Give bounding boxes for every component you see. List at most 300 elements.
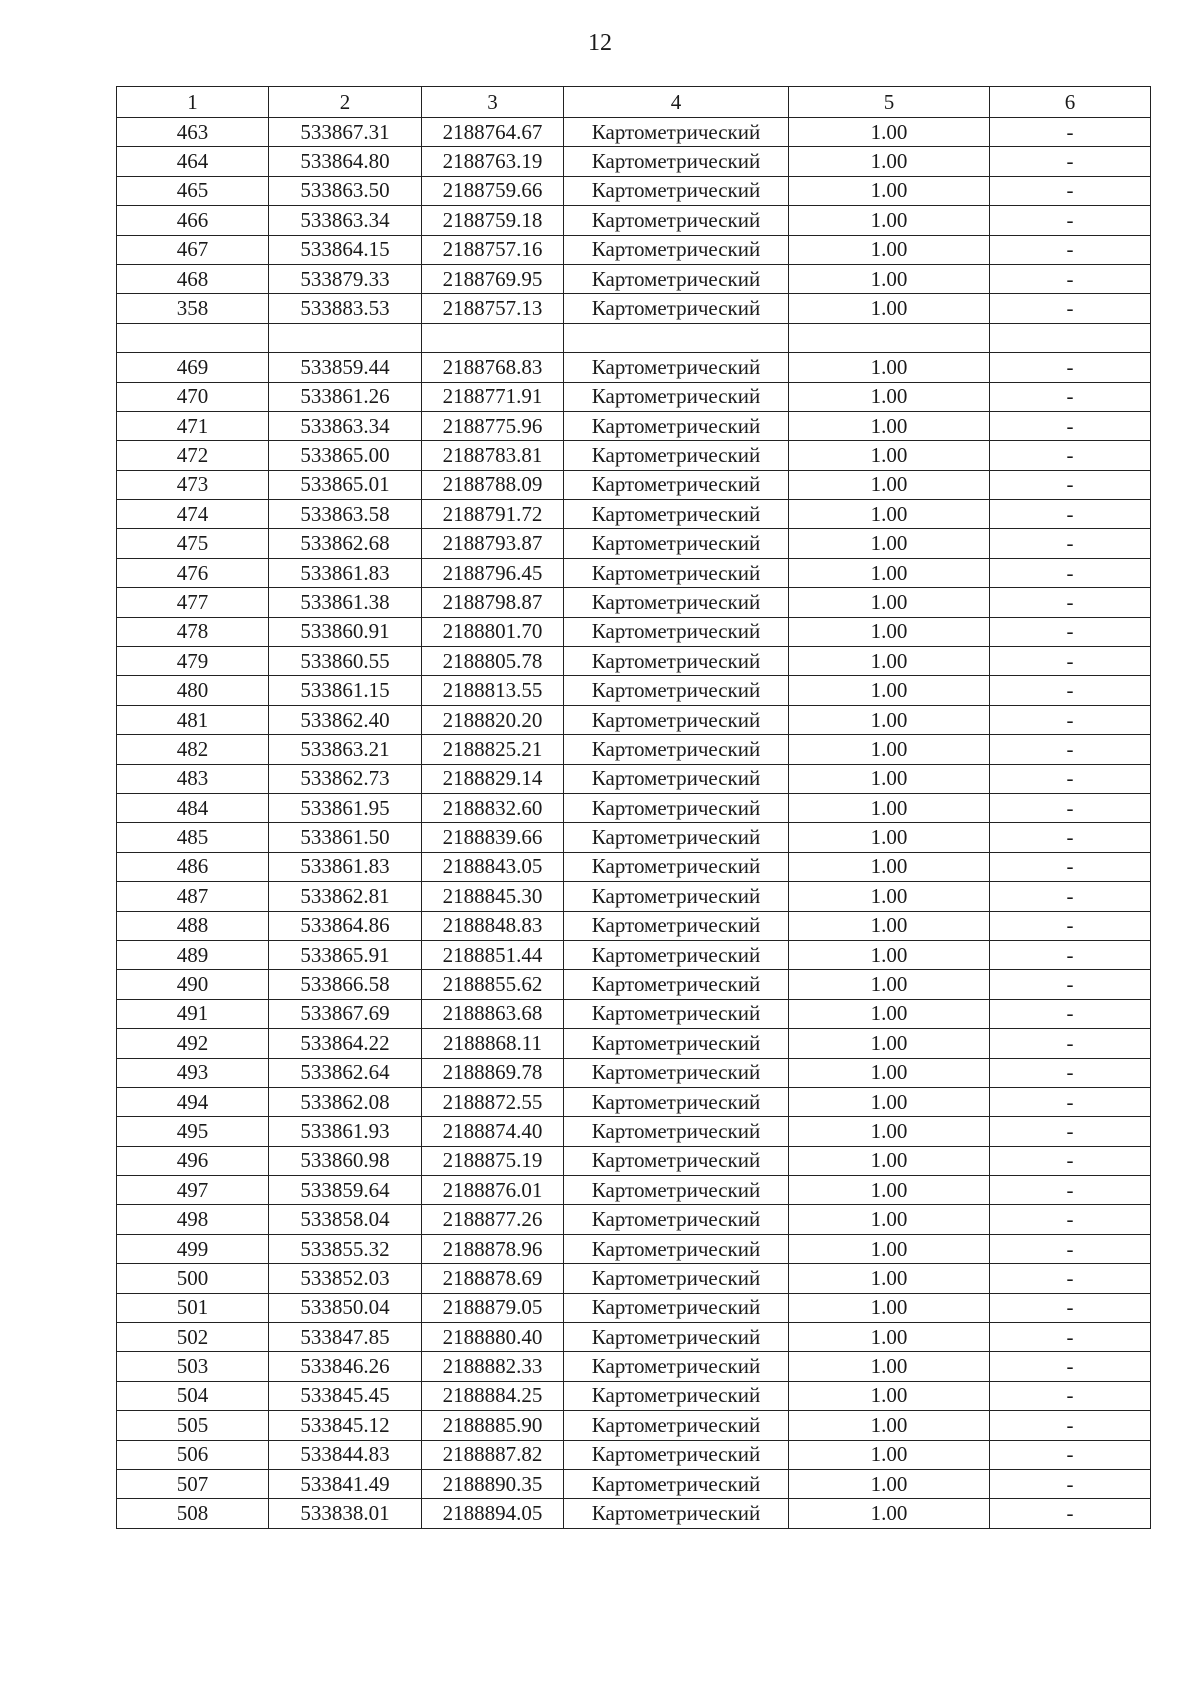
method-cell: Картометрический (564, 647, 789, 676)
table-row (117, 1411, 1151, 1440)
method-cell: Картометрический (564, 1469, 789, 1498)
method-cell: Картометрический (564, 911, 789, 940)
x-coordinate-cell: 533852.03 (269, 1264, 422, 1293)
y-coordinate-cell: 2188868.11 (422, 1029, 564, 1058)
point-number-cell: 503 (117, 1352, 269, 1381)
x-coordinate-cell: 533879.33 (269, 264, 422, 293)
description-cell: - (990, 1205, 1151, 1234)
description-cell: - (990, 294, 1151, 323)
method-cell: Картометрический (564, 382, 789, 411)
y-coordinate-cell: 2188843.05 (422, 852, 564, 881)
y-coordinate-cell: 2188775.96 (422, 411, 564, 440)
accuracy-cell: 1.00 (789, 1411, 990, 1440)
accuracy-cell: 1.00 (789, 940, 990, 969)
x-coordinate-cell: 533858.04 (269, 1205, 422, 1234)
method-cell: Картометрический (564, 1176, 789, 1205)
table-row (117, 500, 1151, 529)
accuracy-cell: 1.00 (789, 1293, 990, 1322)
table-row (117, 206, 1151, 235)
x-coordinate-cell (269, 323, 422, 352)
y-coordinate-cell: 2188759.18 (422, 206, 564, 235)
y-coordinate-cell: 2188796.45 (422, 558, 564, 587)
method-cell: Картометрический (564, 1411, 789, 1440)
point-number-cell: 491 (117, 999, 269, 1028)
table-row (117, 1293, 1151, 1322)
description-cell: - (990, 411, 1151, 440)
method-cell: Картометрический (564, 705, 789, 734)
point-number-cell: 494 (117, 1087, 269, 1116)
method-cell: Картометрический (564, 235, 789, 264)
x-coordinate-cell: 533865.00 (269, 441, 422, 470)
point-number-cell: 472 (117, 441, 269, 470)
table-row (117, 1381, 1151, 1410)
method-cell: Картометрический (564, 970, 789, 999)
y-coordinate-cell: 2188872.55 (422, 1087, 564, 1116)
y-coordinate-cell: 2188832.60 (422, 793, 564, 822)
accuracy-cell: 1.00 (789, 1323, 990, 1352)
method-cell: Картометрический (564, 617, 789, 646)
table-row (117, 294, 1151, 323)
method-cell: Картометрический (564, 1146, 789, 1175)
method-cell: Картометрический (564, 882, 789, 911)
point-number-cell: 477 (117, 588, 269, 617)
x-coordinate-cell: 533861.26 (269, 382, 422, 411)
description-cell: - (990, 1293, 1151, 1322)
table-row (117, 1146, 1151, 1175)
y-coordinate-cell: 2188887.82 (422, 1440, 564, 1469)
y-coordinate-cell: 2188829.14 (422, 764, 564, 793)
description-cell: - (990, 353, 1151, 382)
description-cell: - (990, 911, 1151, 940)
column-header: 3 (422, 87, 564, 118)
y-coordinate-cell: 2188825.21 (422, 735, 564, 764)
description-cell: - (990, 1087, 1151, 1116)
point-number-cell: 463 (117, 118, 269, 147)
x-coordinate-cell: 533863.21 (269, 735, 422, 764)
accuracy-cell: 1.00 (789, 1117, 990, 1146)
point-number-cell: 358 (117, 294, 269, 323)
table-row (117, 882, 1151, 911)
description-cell: - (990, 676, 1151, 705)
x-coordinate-cell: 533864.86 (269, 911, 422, 940)
x-coordinate-cell: 533861.83 (269, 852, 422, 881)
y-coordinate-cell: 2188791.72 (422, 500, 564, 529)
y-coordinate-cell: 2188813.55 (422, 676, 564, 705)
method-cell: Картометрический (564, 411, 789, 440)
accuracy-cell: 1.00 (789, 529, 990, 558)
point-number-cell: 486 (117, 852, 269, 881)
x-coordinate-cell: 533864.15 (269, 235, 422, 264)
accuracy-cell: 1.00 (789, 705, 990, 734)
accuracy-cell: 1.00 (789, 1352, 990, 1381)
table-row (117, 147, 1151, 176)
column-header: 1 (117, 87, 269, 118)
method-cell: Картометрический (564, 764, 789, 793)
accuracy-cell: 1.00 (789, 1381, 990, 1410)
accuracy-cell: 1.00 (789, 1234, 990, 1263)
x-coordinate-cell: 533863.50 (269, 176, 422, 205)
point-number-cell: 502 (117, 1323, 269, 1352)
point-number-cell: 504 (117, 1381, 269, 1410)
accuracy-cell: 1.00 (789, 793, 990, 822)
y-coordinate-cell: 2188890.35 (422, 1469, 564, 1498)
x-coordinate-cell: 533845.45 (269, 1381, 422, 1410)
point-number-cell: 485 (117, 823, 269, 852)
y-coordinate-cell: 2188882.33 (422, 1352, 564, 1381)
method-cell: Картометрический (564, 1499, 789, 1528)
method-cell: Картометрический (564, 999, 789, 1028)
table-row (117, 558, 1151, 587)
x-coordinate-cell: 533850.04 (269, 1293, 422, 1322)
x-coordinate-cell: 533860.91 (269, 617, 422, 646)
table-row (117, 1029, 1151, 1058)
accuracy-cell: 1.00 (789, 118, 990, 147)
point-number-cell: 471 (117, 411, 269, 440)
accuracy-cell: 1.00 (789, 970, 990, 999)
method-cell: Картометрический (564, 735, 789, 764)
table-row (117, 441, 1151, 470)
accuracy-cell: 1.00 (789, 1029, 990, 1058)
x-coordinate-cell: 533855.32 (269, 1234, 422, 1263)
description-cell: - (990, 852, 1151, 881)
point-number-cell (117, 323, 269, 352)
table-row (117, 764, 1151, 793)
x-coordinate-cell: 533841.49 (269, 1469, 422, 1498)
y-coordinate-cell: 2188851.44 (422, 940, 564, 969)
accuracy-cell: 1.00 (789, 1440, 990, 1469)
description-cell: - (990, 1176, 1151, 1205)
accuracy-cell: 1.00 (789, 647, 990, 676)
y-coordinate-cell: 2188768.83 (422, 353, 564, 382)
x-coordinate-cell: 533862.73 (269, 764, 422, 793)
method-cell (564, 323, 789, 352)
point-number-cell: 492 (117, 1029, 269, 1058)
y-coordinate-cell: 2188820.20 (422, 705, 564, 734)
coordinates-table (116, 86, 1151, 1529)
accuracy-cell: 1.00 (789, 470, 990, 499)
point-number-cell: 500 (117, 1264, 269, 1293)
description-cell: - (990, 1469, 1151, 1498)
y-coordinate-cell: 2188845.30 (422, 882, 564, 911)
table-row (117, 1117, 1151, 1146)
table-row (117, 1264, 1151, 1293)
table-row (117, 264, 1151, 293)
point-number-cell: 466 (117, 206, 269, 235)
y-coordinate-cell: 2188769.95 (422, 264, 564, 293)
table-row (117, 1205, 1151, 1234)
table-row (117, 911, 1151, 940)
table-row (117, 529, 1151, 558)
x-coordinate-cell: 533862.81 (269, 882, 422, 911)
x-coordinate-cell: 533863.58 (269, 500, 422, 529)
table-row (117, 823, 1151, 852)
description-cell: - (990, 970, 1151, 999)
table-row (117, 470, 1151, 499)
point-number-cell: 498 (117, 1205, 269, 1234)
accuracy-cell: 1.00 (789, 999, 990, 1028)
accuracy-cell: 1.00 (789, 441, 990, 470)
description-cell: - (990, 264, 1151, 293)
accuracy-cell: 1.00 (789, 823, 990, 852)
y-coordinate-cell: 2188884.25 (422, 1381, 564, 1410)
description-cell: - (990, 470, 1151, 499)
x-coordinate-cell: 533860.98 (269, 1146, 422, 1175)
y-coordinate-cell: 2188788.09 (422, 470, 564, 499)
y-coordinate-cell: 2188863.68 (422, 999, 564, 1028)
description-cell: - (990, 147, 1151, 176)
accuracy-cell: 1.00 (789, 147, 990, 176)
accuracy-cell: 1.00 (789, 1176, 990, 1205)
x-coordinate-cell: 533883.53 (269, 294, 422, 323)
method-cell: Картометрический (564, 823, 789, 852)
table-row (117, 323, 1151, 352)
x-coordinate-cell: 533865.91 (269, 940, 422, 969)
x-coordinate-cell: 533861.15 (269, 676, 422, 705)
y-coordinate-cell: 2188757.13 (422, 294, 564, 323)
method-cell: Картометрический (564, 470, 789, 499)
table-row (117, 382, 1151, 411)
point-number-cell: 465 (117, 176, 269, 205)
point-number-cell: 505 (117, 1411, 269, 1440)
method-cell: Картометрический (564, 1352, 789, 1381)
table-row (117, 411, 1151, 440)
y-coordinate-cell: 2188801.70 (422, 617, 564, 646)
accuracy-cell (789, 323, 990, 352)
y-coordinate-cell: 2188879.05 (422, 1293, 564, 1322)
description-cell: - (990, 206, 1151, 235)
description-cell: - (990, 1411, 1151, 1440)
description-cell: - (990, 1117, 1151, 1146)
y-coordinate-cell: 2188805.78 (422, 647, 564, 676)
description-cell: - (990, 1058, 1151, 1087)
point-number-cell: 474 (117, 500, 269, 529)
point-number-cell: 481 (117, 705, 269, 734)
description-cell: - (990, 999, 1151, 1028)
column-header: 4 (564, 87, 789, 118)
description-cell: - (990, 735, 1151, 764)
point-number-cell: 487 (117, 882, 269, 911)
method-cell: Картометрический (564, 1029, 789, 1058)
x-coordinate-cell: 533861.38 (269, 588, 422, 617)
accuracy-cell: 1.00 (789, 735, 990, 764)
method-cell: Картометрический (564, 588, 789, 617)
description-cell: - (990, 382, 1151, 411)
y-coordinate-cell: 2188869.78 (422, 1058, 564, 1087)
x-coordinate-cell: 533867.31 (269, 118, 422, 147)
table-row (117, 235, 1151, 264)
point-number-cell: 480 (117, 676, 269, 705)
method-cell: Картометрический (564, 529, 789, 558)
x-coordinate-cell: 533867.69 (269, 999, 422, 1028)
x-coordinate-cell: 533861.50 (269, 823, 422, 852)
point-number-cell: 483 (117, 764, 269, 793)
table-row (117, 1352, 1151, 1381)
x-coordinate-cell: 533861.83 (269, 558, 422, 587)
table-row (117, 970, 1151, 999)
description-cell: - (990, 705, 1151, 734)
method-cell: Картометрический (564, 176, 789, 205)
description-cell: - (990, 823, 1151, 852)
x-coordinate-cell: 533861.95 (269, 793, 422, 822)
point-number-cell: 479 (117, 647, 269, 676)
method-cell: Картометрический (564, 1234, 789, 1263)
accuracy-cell: 1.00 (789, 1469, 990, 1498)
y-coordinate-cell: 2188875.19 (422, 1146, 564, 1175)
table-row (117, 1058, 1151, 1087)
accuracy-cell: 1.00 (789, 1499, 990, 1528)
method-cell: Картометрический (564, 1323, 789, 1352)
point-number-cell: 468 (117, 264, 269, 293)
accuracy-cell: 1.00 (789, 617, 990, 646)
method-cell: Картометрический (564, 118, 789, 147)
point-number-cell: 506 (117, 1440, 269, 1469)
description-cell: - (990, 118, 1151, 147)
accuracy-cell: 1.00 (789, 500, 990, 529)
accuracy-cell: 1.00 (789, 676, 990, 705)
method-cell: Картометрический (564, 1293, 789, 1322)
description-cell: - (990, 1029, 1151, 1058)
point-number-cell: 476 (117, 558, 269, 587)
table-row (117, 852, 1151, 881)
description-cell: - (990, 1234, 1151, 1263)
accuracy-cell: 1.00 (789, 206, 990, 235)
method-cell: Картометрический (564, 294, 789, 323)
accuracy-cell: 1.00 (789, 411, 990, 440)
y-coordinate-cell: 2188874.40 (422, 1117, 564, 1146)
x-coordinate-cell: 533860.55 (269, 647, 422, 676)
table-header (117, 87, 1151, 118)
accuracy-cell: 1.00 (789, 294, 990, 323)
x-coordinate-cell: 533862.40 (269, 705, 422, 734)
description-cell: - (990, 1146, 1151, 1175)
description-cell: - (990, 647, 1151, 676)
y-coordinate-cell: 2188855.62 (422, 970, 564, 999)
point-number-cell: 508 (117, 1499, 269, 1528)
description-cell: - (990, 882, 1151, 911)
accuracy-cell: 1.00 (789, 176, 990, 205)
accuracy-cell: 1.00 (789, 882, 990, 911)
y-coordinate-cell: 2188877.26 (422, 1205, 564, 1234)
method-cell: Картометрический (564, 793, 789, 822)
point-number-cell: 469 (117, 353, 269, 382)
accuracy-cell: 1.00 (789, 558, 990, 587)
y-coordinate-cell: 2188793.87 (422, 529, 564, 558)
accuracy-cell: 1.00 (789, 764, 990, 793)
point-number-cell: 499 (117, 1234, 269, 1263)
table-row (117, 793, 1151, 822)
page-number: 12 (588, 30, 612, 56)
table-row (117, 1234, 1151, 1263)
description-cell: - (990, 1499, 1151, 1528)
table-row (117, 176, 1151, 205)
x-coordinate-cell: 533865.01 (269, 470, 422, 499)
point-number-cell: 501 (117, 1293, 269, 1322)
description-cell: - (990, 500, 1151, 529)
point-number-cell: 497 (117, 1176, 269, 1205)
description-cell: - (990, 940, 1151, 969)
description-cell: - (990, 1381, 1151, 1410)
x-coordinate-cell: 533864.22 (269, 1029, 422, 1058)
point-number-cell: 470 (117, 382, 269, 411)
table-row (117, 676, 1151, 705)
table-row (117, 588, 1151, 617)
y-coordinate-cell: 2188764.67 (422, 118, 564, 147)
description-cell: - (990, 441, 1151, 470)
table-row (117, 617, 1151, 646)
point-number-cell: 475 (117, 529, 269, 558)
method-cell: Картометрический (564, 852, 789, 881)
accuracy-cell: 1.00 (789, 588, 990, 617)
point-number-cell: 495 (117, 1117, 269, 1146)
y-coordinate-cell: 2188885.90 (422, 1411, 564, 1440)
column-header: 5 (789, 87, 990, 118)
description-cell: - (990, 529, 1151, 558)
description-cell: - (990, 1352, 1151, 1381)
method-cell: Картометрический (564, 353, 789, 382)
point-number-cell: 473 (117, 470, 269, 499)
y-coordinate-cell: 2188880.40 (422, 1323, 564, 1352)
table-row (117, 999, 1151, 1028)
point-number-cell: 482 (117, 735, 269, 764)
method-cell: Картометрический (564, 1381, 789, 1410)
accuracy-cell: 1.00 (789, 353, 990, 382)
accuracy-cell: 1.00 (789, 911, 990, 940)
accuracy-cell: 1.00 (789, 235, 990, 264)
accuracy-cell: 1.00 (789, 1205, 990, 1234)
method-cell: Картометрический (564, 441, 789, 470)
x-coordinate-cell: 533861.93 (269, 1117, 422, 1146)
description-cell (990, 323, 1151, 352)
description-cell: - (990, 558, 1151, 587)
y-coordinate-cell: 2188848.83 (422, 911, 564, 940)
point-number-cell: 496 (117, 1146, 269, 1175)
table-row (117, 1499, 1151, 1528)
accuracy-cell: 1.00 (789, 1087, 990, 1116)
table-row (117, 647, 1151, 676)
description-cell: - (990, 1440, 1151, 1469)
point-number-cell: 489 (117, 940, 269, 969)
x-coordinate-cell: 533847.85 (269, 1323, 422, 1352)
method-cell: Картометрический (564, 1264, 789, 1293)
table-body (117, 118, 1151, 1529)
table-row (117, 353, 1151, 382)
y-coordinate-cell: 2188798.87 (422, 588, 564, 617)
table-row (117, 1087, 1151, 1116)
x-coordinate-cell: 533862.68 (269, 529, 422, 558)
x-coordinate-cell: 533859.64 (269, 1176, 422, 1205)
table-row (117, 118, 1151, 147)
point-number-cell: 488 (117, 911, 269, 940)
x-coordinate-cell: 533864.80 (269, 147, 422, 176)
y-coordinate-cell: 2188759.66 (422, 176, 564, 205)
table-row (117, 735, 1151, 764)
description-cell: - (990, 588, 1151, 617)
point-number-cell: 464 (117, 147, 269, 176)
header-row (117, 87, 1151, 118)
method-cell: Картометрический (564, 264, 789, 293)
x-coordinate-cell: 533863.34 (269, 411, 422, 440)
x-coordinate-cell: 533845.12 (269, 1411, 422, 1440)
x-coordinate-cell: 533859.44 (269, 353, 422, 382)
y-coordinate-cell: 2188757.16 (422, 235, 564, 264)
table-row (117, 1440, 1151, 1469)
method-cell: Картометрический (564, 1440, 789, 1469)
x-coordinate-cell: 533862.64 (269, 1058, 422, 1087)
description-cell: - (990, 1264, 1151, 1293)
point-number-cell: 484 (117, 793, 269, 822)
point-number-cell: 467 (117, 235, 269, 264)
x-coordinate-cell: 533866.58 (269, 970, 422, 999)
